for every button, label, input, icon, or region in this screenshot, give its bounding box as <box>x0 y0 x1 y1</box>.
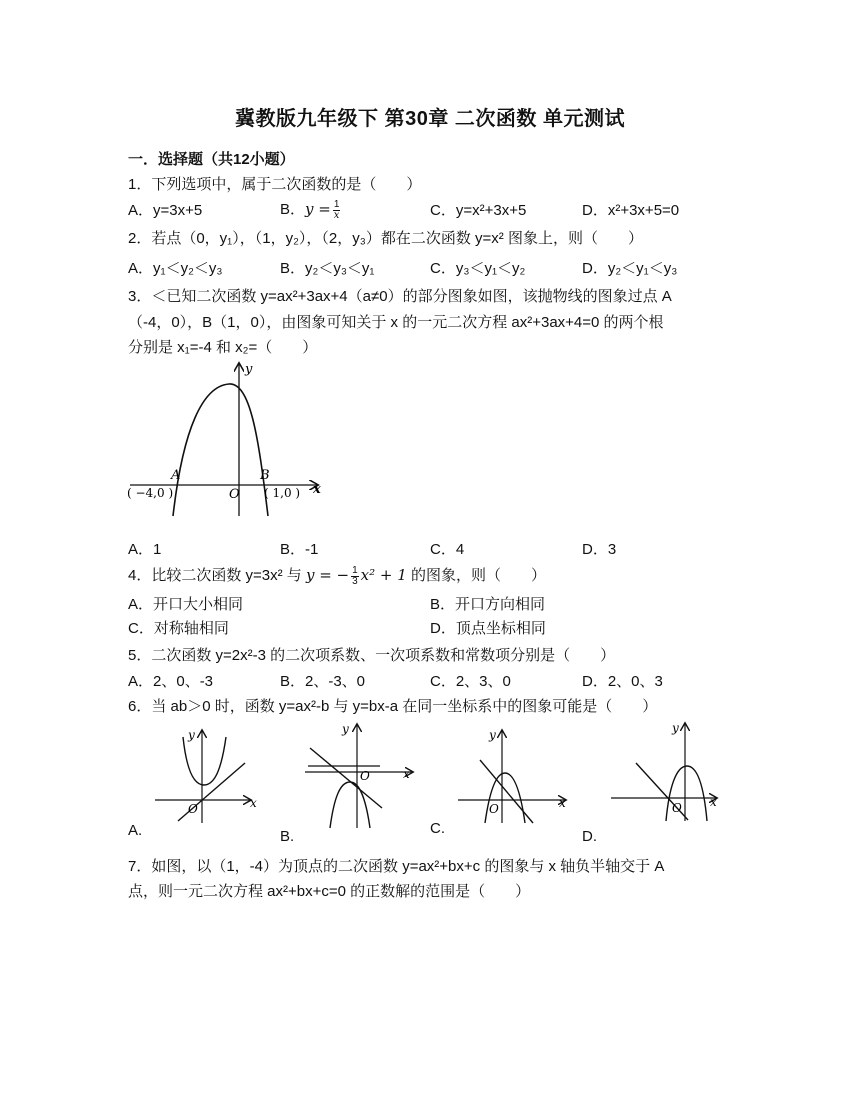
question-4-stem <box>128 565 546 587</box>
section-heading: 一．选择题（共12小题） <box>128 151 295 168</box>
q5-option-b: B．2、-3、0 <box>280 673 366 690</box>
graph-b-label-x: x <box>403 767 410 781</box>
question-2-stem: 2．若点（0，y₁），（1，y₂），（2，y₃）都在二次函数 y=x² 图象上，则（ ） <box>128 230 643 247</box>
graph-d-label-o: O <box>672 801 682 815</box>
q2-option-d: D．y₂＜y₁＜y₃ <box>582 260 678 277</box>
fraction-denominator: 3 <box>352 575 358 587</box>
q1-option-c: C．y=x²+3x+5 <box>430 202 527 219</box>
q4-option-d: D．顶点坐标相同 <box>430 620 546 637</box>
graph-a-label-o: O <box>188 802 198 816</box>
q1-option-b-fraction <box>333 200 341 221</box>
q6-graph-d <box>608 718 728 823</box>
q3-option-c: C．4 <box>430 541 465 558</box>
q6-option-c-label: C. <box>430 820 445 837</box>
q6-option-d-label: D. <box>582 828 597 845</box>
q2-option-c: C．y₃＜y₁＜y₂ <box>430 260 526 277</box>
q3-parabola-figure <box>125 358 330 518</box>
q4-math-b: x² + 1 <box>360 566 407 584</box>
q6-option-a-label: A. <box>128 822 143 839</box>
question-3-line-2: （-4，0），B（1，0），由图象可知关于 x 的一元二次方程 ax²+3ax+4=0 的两个根 <box>128 314 664 331</box>
q3-label-b: B <box>260 468 270 483</box>
q4-math-a: y = − <box>305 566 350 584</box>
graph-b-label-o: O <box>360 769 370 783</box>
graph-d-label-y: y <box>672 721 679 735</box>
question-5-stem: 5．二次函数 y=2x²-3 的二次项系数、一次项系数和常数项分别是（ ） <box>128 647 616 664</box>
q2-option-a: A．y₁＜y₂＜y₃ <box>128 260 223 277</box>
q4-stem-prefix: 4．比较二次函数 y=3x² 与 <box>128 567 302 584</box>
q3-option-b: B．-1 <box>280 541 319 558</box>
q3-label-y: y <box>245 362 253 377</box>
graph-a-label-x: x <box>250 796 257 810</box>
question-3-line-3: 分别是 x₁=-4 和 x₂=（ ） <box>128 339 318 356</box>
q4-fraction <box>351 566 359 587</box>
q4-option-a: A．开口大小相同 <box>128 596 244 613</box>
question-1-stem: 1．下列选项中，属于二次函数的是（ ） <box>128 176 422 193</box>
q3-option-a: A．1 <box>128 541 162 558</box>
q3-label-right-point: ( 1,0 ) <box>264 486 301 500</box>
q6-option-b-label: B. <box>280 828 295 845</box>
q3-label-o: O <box>229 487 240 502</box>
q4-option-b: B．开口方向相同 <box>430 596 546 613</box>
q3-label-left-point: ( −4,0 ) <box>127 486 174 500</box>
graph-a-parabola <box>183 737 226 785</box>
q4-stem-suffix: 的图象，则（ ） <box>410 567 546 584</box>
q3-option-d: D．3 <box>582 541 617 558</box>
q6-graph-b <box>300 720 420 830</box>
q6-graph-a <box>150 725 265 825</box>
q1-option-b-prefix: B． <box>280 201 306 218</box>
q3-label-a: A <box>171 468 181 483</box>
question-7-line-1: 7．如图，以（1，-4）为顶点的二次函数 y=ax²+bx+c 的图象与 x 轴负半轴交于 A <box>128 858 665 875</box>
q1-option-b-math: y = <box>305 200 331 218</box>
q1-option-d: D．x²+3x+5=0 <box>582 202 680 219</box>
question-3-line-1: 3．＜已知二次函数 y=ax²+3ax+4（a≠0）的部分图象如图，该抛物线的图象过点 A <box>128 288 672 305</box>
q5-option-d: D．2、0、3 <box>582 673 663 690</box>
graph-b-line <box>310 748 382 808</box>
graph-a-label-y: y <box>188 728 195 742</box>
graph-b-parabola <box>330 782 370 828</box>
fraction-denominator: x <box>333 209 340 221</box>
graph-c-label-x: x <box>559 796 566 810</box>
graph-b-label-y: y <box>342 722 349 736</box>
q3-label-x: x <box>313 482 321 497</box>
q1-option-a: A．y=3x+5 <box>128 202 203 219</box>
q4-option-c: C．对称轴相同 <box>128 620 229 637</box>
page-title: 冀教版九年级下 第30章 二次函数 单元测试 <box>235 108 625 130</box>
question-7-line-2: 点，则一元二次方程 ax²+bx+c=0 的正数解的范围是（ ） <box>128 883 531 900</box>
question-6-stem: 6．当 ab＞0 时，函数 y=ax²-b 与 y=bx-a 在同一坐标系中的图象可能是（ ） <box>128 698 658 715</box>
q5-option-a: A．2、0、-3 <box>128 673 214 690</box>
graph-c-line <box>480 760 533 823</box>
graph-c-label-y: y <box>489 728 496 742</box>
q5-option-c: C．2、3、0 <box>430 673 511 690</box>
fraction-numerator: 1 <box>333 198 340 210</box>
q6-graph-c <box>455 725 575 825</box>
fraction-numerator: 1 <box>352 564 358 576</box>
q3-parabola <box>173 384 268 516</box>
graph-d-label-x: x <box>710 795 717 809</box>
graph-c-label-o: O <box>489 802 499 816</box>
q2-option-b: B．y₂＜y₃＜y₁ <box>280 260 375 277</box>
q1-option-b <box>280 199 342 221</box>
